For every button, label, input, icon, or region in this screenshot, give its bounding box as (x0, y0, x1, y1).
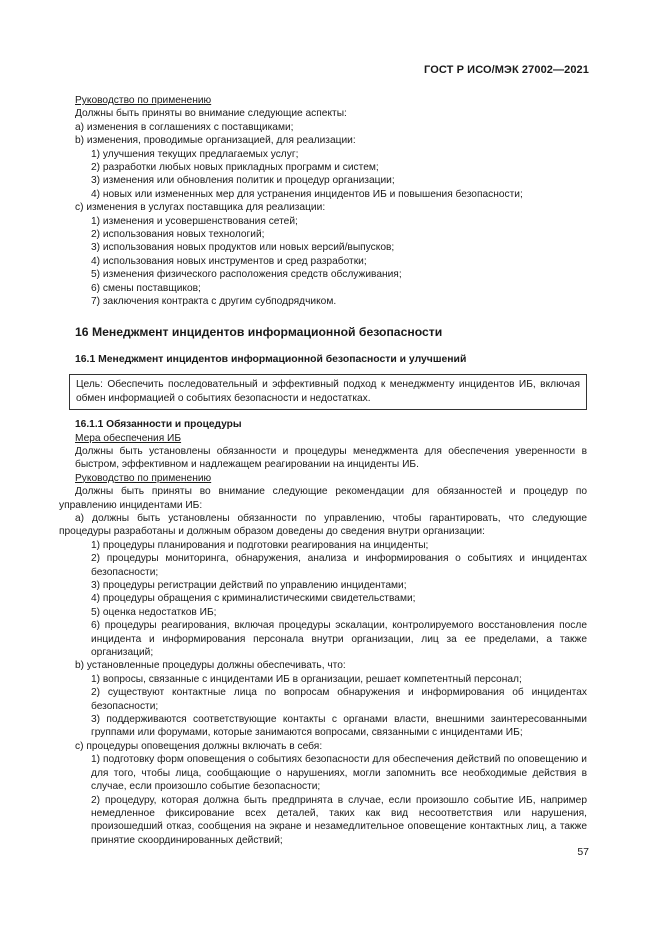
list-item: 3) изменения или обновления политик и процедур организации; (91, 175, 395, 187)
measure-text: Должны быть установлены обязанности и процедуры менеджмента для обеспечения уверенности в быстром, эффективном и надлежащем реагировании на инциденты ИБ. (75, 445, 587, 471)
list-item: 3) использования новых продуктов или новых версий/выпусков; (91, 242, 395, 254)
list-item: 1) изменения и усовершенствования сетей; (91, 215, 298, 227)
page-header: ГОСТ Р ИСО/МЭК 27002—2021 (424, 64, 589, 76)
list-item: 3) процедуры регистрации действий по управлению инцидентами; (91, 580, 407, 591)
list-item: b) изменения, проводимые организацией, для реализации: (75, 135, 356, 147)
list-item: 6) смены поставщиков; (91, 282, 201, 294)
paragraph (59, 445, 587, 472)
guide-heading: Руководство по применению (75, 95, 212, 106)
list-item: 2) процедуру, которая должна быть предпринята в случае, если произошло событие ИБ, например немедленное фиксирование всех деталей, таких как вид несоответствия или нарушения, произошедший отказ, сообщения на экране и незамедлительное оповещение контактных лиц, а также принятие скоординированных действий; (91, 794, 587, 846)
list-item: 6) процедуры реагирования, включая процедуры эскалации, контролируемого восстановления после инцидента и информирования персонала внутри организации, лиц за ее пределами, а также организаций; (91, 620, 587, 659)
list-item: 4) процедуры обращения с криминалистическими свидетельствами; (91, 593, 416, 605)
list-item: 2) использования новых технологий; (91, 229, 265, 241)
list-item: 1) улучшения текущих предлагаемых услуг; (91, 148, 299, 160)
list-item: 1) процедуры планирования и подготовки реагирования на инциденты; (91, 539, 429, 551)
subsection-title: 16.1 Менеджмент инцидентов информационной безопасности и улучшений (75, 353, 467, 365)
list-item: 5) изменения физического расположения средств обслуживания; (91, 269, 402, 281)
page-number: 57 (577, 846, 589, 858)
list-item: 1) подготовку форм оповещения о событиях безопасности для обеспечения действий по оповещению и для того, чтобы лица, сообщающие о нарушениях, могли запомнить все необходимые действия в случае, если произошло событие безопасности; (91, 754, 587, 793)
measure-heading: Мера обеспечения ИБ (75, 432, 182, 444)
document-body (59, 94, 587, 847)
clause-title: 16.1.1 Обязанности и процедуры (75, 419, 242, 431)
list-item: 1) вопросы, связанные с инцидентами ИБ в организации, решает компетентный персонал; (91, 673, 522, 685)
list-item: 3) поддерживаются соответствующие контакты с органами власти, внешними заинтересованными группами или форумами, которые занимаются вопросами, связанными с инцидентами ИБ; (91, 714, 587, 739)
goal-box: Цель: Обеспечить последовательный и эффективный подход к менеджменту инцидентов ИБ, включая обмен информацией о событиях безопасности и недостатках. (69, 374, 587, 410)
guide-heading: Руководство по применению (75, 472, 212, 484)
list-item: 4) новых или измененных мер для устранения инцидентов ИБ и повышения безопасности; (91, 188, 523, 200)
list-item: 2) процедуры мониторинга, обнаружения, анализа и информирования о событиях и инцидентах безопасности; (91, 553, 587, 578)
list-item: 2) разработки любых новых прикладных программ и систем; (91, 162, 379, 174)
list-item: 5) оценка недостатков ИБ; (91, 606, 217, 618)
list-item: b) установленные процедуры должны обеспечивать, что: (75, 660, 346, 672)
list-item: с) процедуры оповещения должны включать в себя: (75, 740, 323, 752)
paragraph: Должны быть приняты во внимание следующие аспекты: (75, 108, 347, 120)
list-item: 4) использования новых инструментов и сред разработки; (91, 255, 367, 267)
section-title: 16 Менеджмент инцидентов информационной безопасности (75, 324, 443, 339)
list-item: с) изменения в услугах поставщика для реализации: (75, 202, 326, 214)
paragraph: Должны быть приняты во внимание следующие рекомендации для обязанностей и процедур по управлению инцидентами ИБ: (59, 486, 587, 511)
list-item: 7) заключения контракта с другим субподрядчиком. (91, 296, 337, 308)
list-item: а) изменения в соглашениях с поставщиками; (75, 121, 294, 133)
list-item: 2) существуют контактные лица по вопросам обнаружения и информирования об инцидентах безопасности; (91, 687, 587, 712)
list-item: а) должны быть установлены обязанности по управлению, чтобы гарантировать, что следующие процедуры разработаны и должным образом доведены до сведения внутри организации: (59, 512, 587, 538)
